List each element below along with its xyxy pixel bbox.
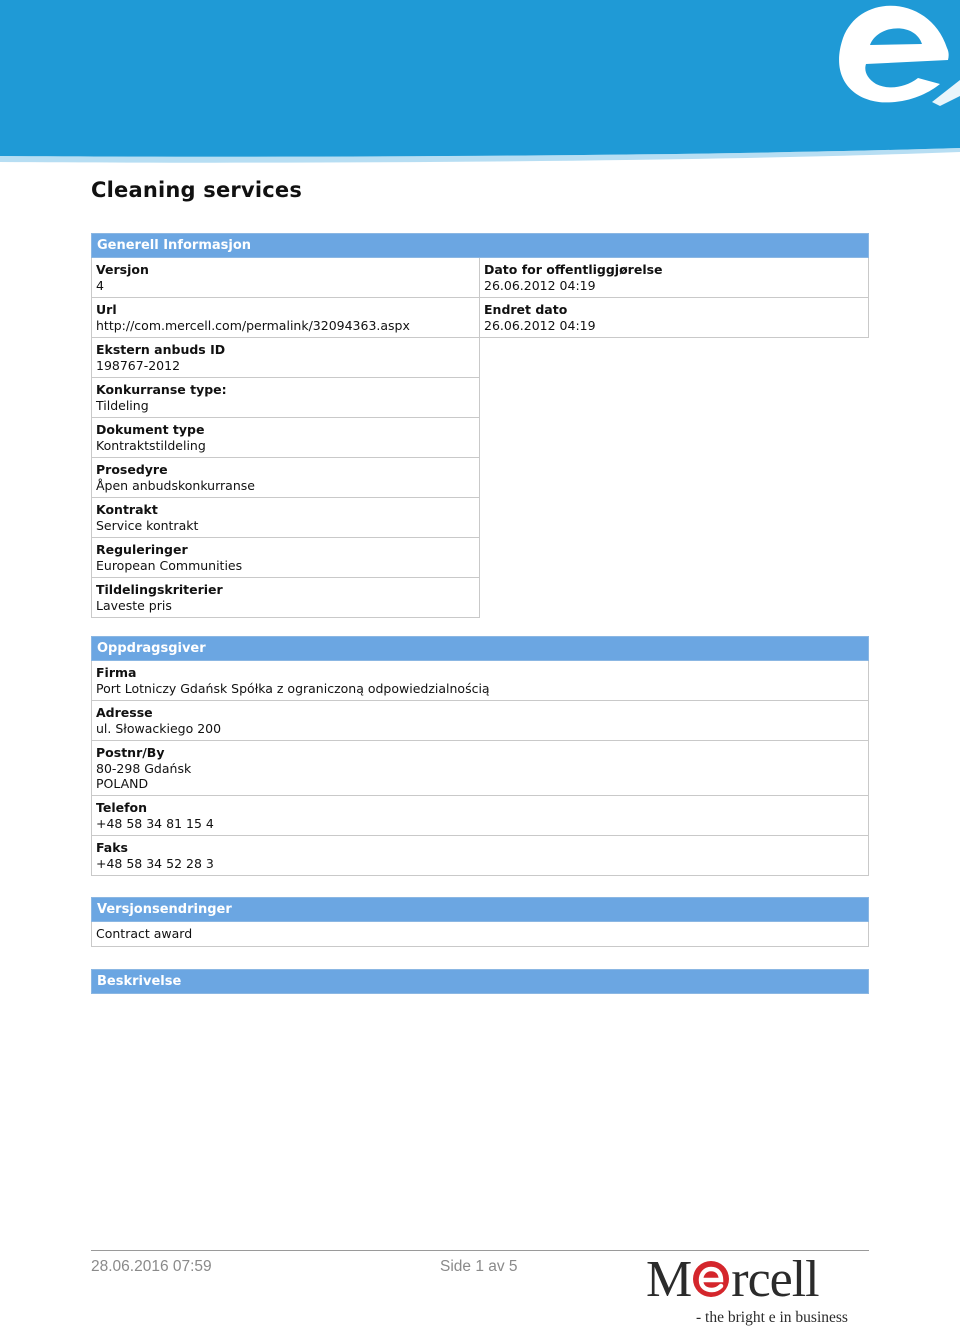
field-external-id: Ekstern anbuds ID 198767-2012 xyxy=(91,338,480,378)
logo-tagline: - the bright e in business xyxy=(696,1309,848,1326)
field-modified-date: Endret dato 26.06.2012 04:19 xyxy=(480,298,869,338)
field-procedure: Prosedyre Åpen anbudskonkurranse xyxy=(91,458,480,498)
mercell-logo xyxy=(642,1251,872,1326)
description-header: Beskrivelse xyxy=(91,969,869,994)
field-award-criteria: Tildelingskriterier Laveste pris xyxy=(91,578,480,618)
page-title: Cleaning services xyxy=(91,178,303,202)
field-company: Firma Port Lotniczy Gdańsk Spółka z ograniczoną odpowiedzialnością xyxy=(91,661,869,701)
field-url: Url http://com.mercell.com/permalink/32094363.aspx xyxy=(91,298,480,338)
field-regulations: Reguleringer European Communities xyxy=(91,538,480,578)
field-publication-date: Dato for offentliggjørelse 26.06.2012 04:19 xyxy=(480,258,869,298)
field-phone: Telefon +48 58 34 81 15 4 xyxy=(91,796,869,836)
client-section xyxy=(91,636,869,876)
field-version-change: Contract award xyxy=(91,922,869,947)
field-version: Versjon 4 xyxy=(91,258,480,298)
footer-date: 28.06.2016 07:59 xyxy=(91,1258,212,1275)
general-info-section xyxy=(91,233,869,618)
description-section xyxy=(91,969,869,994)
field-competition-type: Konkurranse type: Tildeling xyxy=(91,378,480,418)
logo-wordmark: M rcell xyxy=(646,1251,819,1308)
version-changes-header: Versjonsendringer xyxy=(91,897,869,922)
field-fax: Faks +48 58 34 52 28 3 xyxy=(91,836,869,876)
version-changes-section xyxy=(91,897,869,947)
field-postcode-city: Postnr/By 80-298 Gdańsk POLAND xyxy=(91,741,869,796)
field-document-type: Dokument type Kontraktstildeling xyxy=(91,418,480,458)
client-header: Oppdragsgiver xyxy=(91,636,869,661)
footer-page-number: Side 1 av 5 xyxy=(440,1258,518,1275)
header-band xyxy=(0,0,960,165)
field-contract: Kontrakt Service kontrakt xyxy=(91,498,480,538)
permalink-url[interactable]: http://com.mercell.com/permalink/32094363.aspx xyxy=(96,317,410,333)
field-address: Adresse ul. Słowackiego 200 xyxy=(91,701,869,741)
general-left-column xyxy=(91,258,480,618)
general-info-header: Generell Informasjon xyxy=(91,233,869,258)
general-right-column xyxy=(480,258,869,618)
mercell-e-icon xyxy=(692,1252,730,1290)
